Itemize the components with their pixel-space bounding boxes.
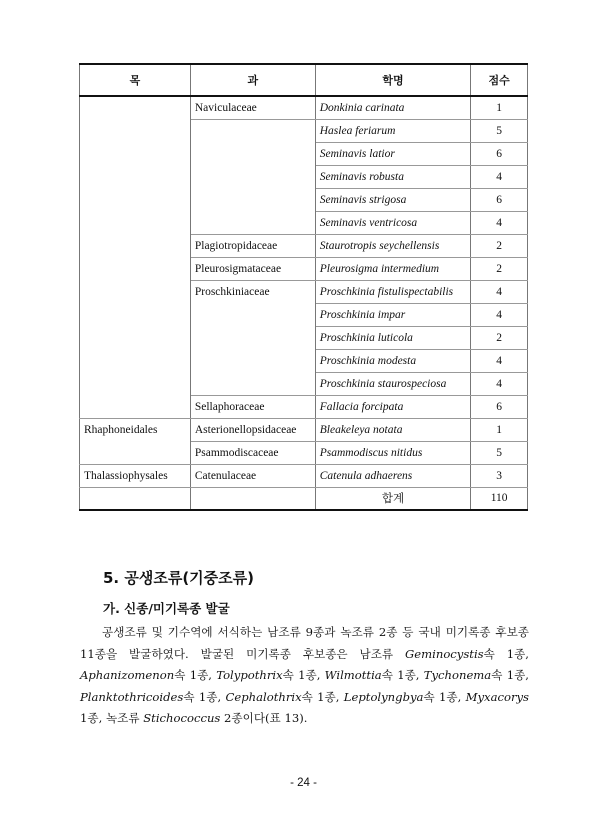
body-paragraph: [80, 622, 529, 730]
order-cell-empty: [80, 142, 191, 165]
table-row: [80, 418, 528, 441]
score-cell: 4: [471, 372, 528, 395]
species-name-cell: Catenula adhaerens: [315, 464, 470, 487]
section-subtitle: 가. 신종/미기록종 발굴: [103, 601, 230, 616]
score-cell: 4: [471, 280, 528, 303]
species-name-cell: Pleurosigma intermedium: [315, 257, 470, 280]
genus-name: Stichococcus: [143, 711, 221, 725]
table-row: [80, 234, 528, 257]
order-cell-empty: [80, 487, 191, 510]
family-cell: Catenulaceae: [190, 464, 315, 487]
table-row: [80, 395, 528, 418]
score-cell: 4: [471, 211, 528, 234]
order-cell-empty: [80, 257, 191, 280]
score-cell: 4: [471, 303, 528, 326]
family-cell-empty: [190, 142, 315, 165]
species-name-cell: Proschkinia modesta: [315, 349, 470, 372]
genus-name: Tolypothrix: [216, 668, 283, 682]
table-row: [80, 280, 528, 303]
table-row: [80, 441, 528, 464]
text-run: 속 1종,: [491, 668, 529, 682]
text-run: 속 1종,: [301, 689, 344, 704]
order-cell-empty: [80, 303, 191, 326]
score-cell: 2: [471, 326, 528, 349]
table-row: [80, 119, 528, 142]
table-row: [80, 165, 528, 188]
score-cell: 3: [471, 464, 528, 487]
species-name-cell: Donkinia carinata: [315, 96, 470, 119]
table-row: [80, 303, 528, 326]
family-cell-empty: [190, 349, 315, 372]
table-row: [80, 142, 528, 165]
genus-name: Aphanizomenon: [80, 668, 175, 682]
family-cell: Pleurosigmataceae: [190, 257, 315, 280]
score-cell: 6: [471, 395, 528, 418]
species-name-cell: Seminavis robusta: [315, 165, 470, 188]
family-cell-empty: [190, 372, 315, 395]
species-name-cell: Proschkinia luticola: [315, 326, 470, 349]
species-name-cell: Bleakeleya notata: [315, 418, 470, 441]
order-cell-empty: [80, 349, 191, 372]
text-run: 속 1종,: [423, 689, 466, 704]
text-run: 1종, 녹조류: [80, 711, 144, 725]
genus-name: Myxacorys: [465, 689, 529, 704]
score-cell: 4: [471, 165, 528, 188]
species-name-cell: Staurotropis seychellensis: [315, 234, 470, 257]
section-title: 5. 공생조류(기중조류): [103, 569, 254, 587]
family-cell: Proschkiniaceae: [190, 280, 315, 303]
order-cell-empty: [80, 441, 191, 464]
genus-name: Cephalothrix: [225, 689, 302, 704]
family-cell: Asterionellopsidaceae: [190, 418, 315, 441]
table-row: [80, 326, 528, 349]
family-cell: Sellaphoraceae: [190, 395, 315, 418]
species-name-cell: Haslea feriarum: [315, 119, 470, 142]
score-cell: 5: [471, 441, 528, 464]
score-cell: 6: [471, 188, 528, 211]
text-run: 속 1종,: [282, 668, 325, 682]
species-name-cell: Proschkinia staurospeciosa: [315, 372, 470, 395]
text-run: 속 1종,: [483, 646, 529, 661]
species-name-cell: Seminavis strigosa: [315, 188, 470, 211]
order-cell-empty: [80, 119, 191, 142]
species-name-cell: Proschkinia impar: [315, 303, 470, 326]
species-name-cell: Seminavis latior: [315, 142, 470, 165]
order-cell-empty: [80, 326, 191, 349]
order-cell: Rhaphoneidales: [80, 418, 191, 441]
score-cell: 1: [471, 418, 528, 441]
text-run: 속 1종,: [381, 668, 424, 682]
page-number: - 24 -: [290, 777, 317, 789]
score-cell: 4: [471, 349, 528, 372]
species-name-cell: Proschkinia fistulispectabilis: [315, 280, 470, 303]
genus-name: Wilmottia: [324, 668, 382, 682]
genus-name: Planktothricoides: [80, 689, 184, 704]
score-cell: 2: [471, 257, 528, 280]
table-header-row: [80, 64, 528, 96]
genus-name: Geminocystis: [405, 646, 484, 661]
score-cell: 5: [471, 119, 528, 142]
score-cell: 6: [471, 142, 528, 165]
family-cell-empty: [190, 165, 315, 188]
score-cell: 2: [471, 234, 528, 257]
order-cell-empty: [80, 280, 191, 303]
family-cell: Naviculaceae: [190, 96, 315, 119]
table-row: [80, 372, 528, 395]
text-run: 속 1종,: [174, 668, 217, 682]
header-scientific-name: 학명: [315, 64, 470, 96]
order-cell-empty: [80, 372, 191, 395]
order-cell-empty: [80, 211, 191, 234]
table-row: [80, 349, 528, 372]
species-table: [79, 63, 528, 511]
text-run: 2종이다(표 13).: [220, 711, 308, 725]
order-cell-empty: [80, 188, 191, 211]
table-row: [80, 211, 528, 234]
genus-name: Tychonema: [423, 668, 492, 682]
order-cell-empty: [80, 96, 191, 119]
species-name-cell: Psammodiscus nitidus: [315, 441, 470, 464]
species-name-cell: Seminavis ventricosa: [315, 211, 470, 234]
species-name-cell: Fallacia forcipata: [315, 395, 470, 418]
family-cell-empty: [190, 326, 315, 349]
table-row: [80, 96, 528, 119]
family-cell-empty: [190, 487, 315, 510]
order-cell-empty: [80, 395, 191, 418]
order-cell-empty: [80, 234, 191, 257]
family-cell-empty: [190, 188, 315, 211]
total-value: 110: [471, 487, 528, 510]
genus-name: Leptolyngbya: [343, 689, 424, 704]
order-cell: Thalassiophysales: [80, 464, 191, 487]
table-row: [80, 257, 528, 280]
total-row: [80, 487, 528, 510]
header-order: 목: [80, 64, 191, 96]
family-cell-empty: [190, 119, 315, 142]
score-cell: 1: [471, 96, 528, 119]
family-cell-empty: [190, 211, 315, 234]
text-run: 속 1종,: [183, 689, 226, 704]
table-row: [80, 464, 528, 487]
text-run: 공생조류 및 기수역에 서식하는 남조류 9종과 녹조류 2종 등 국내 미기록종 후보종 11종을 발굴하였다. 발굴된 미기록종 후보종은 남조류: [80, 625, 529, 661]
family-cell: Plagiotropidaceae: [190, 234, 315, 257]
order-cell-empty: [80, 165, 191, 188]
family-cell-empty: [190, 303, 315, 326]
header-family: 과: [190, 64, 315, 96]
table-row: [80, 188, 528, 211]
family-cell: Psammodiscaceae: [190, 441, 315, 464]
header-score: 점수: [471, 64, 528, 96]
total-label: 합계: [315, 487, 470, 510]
